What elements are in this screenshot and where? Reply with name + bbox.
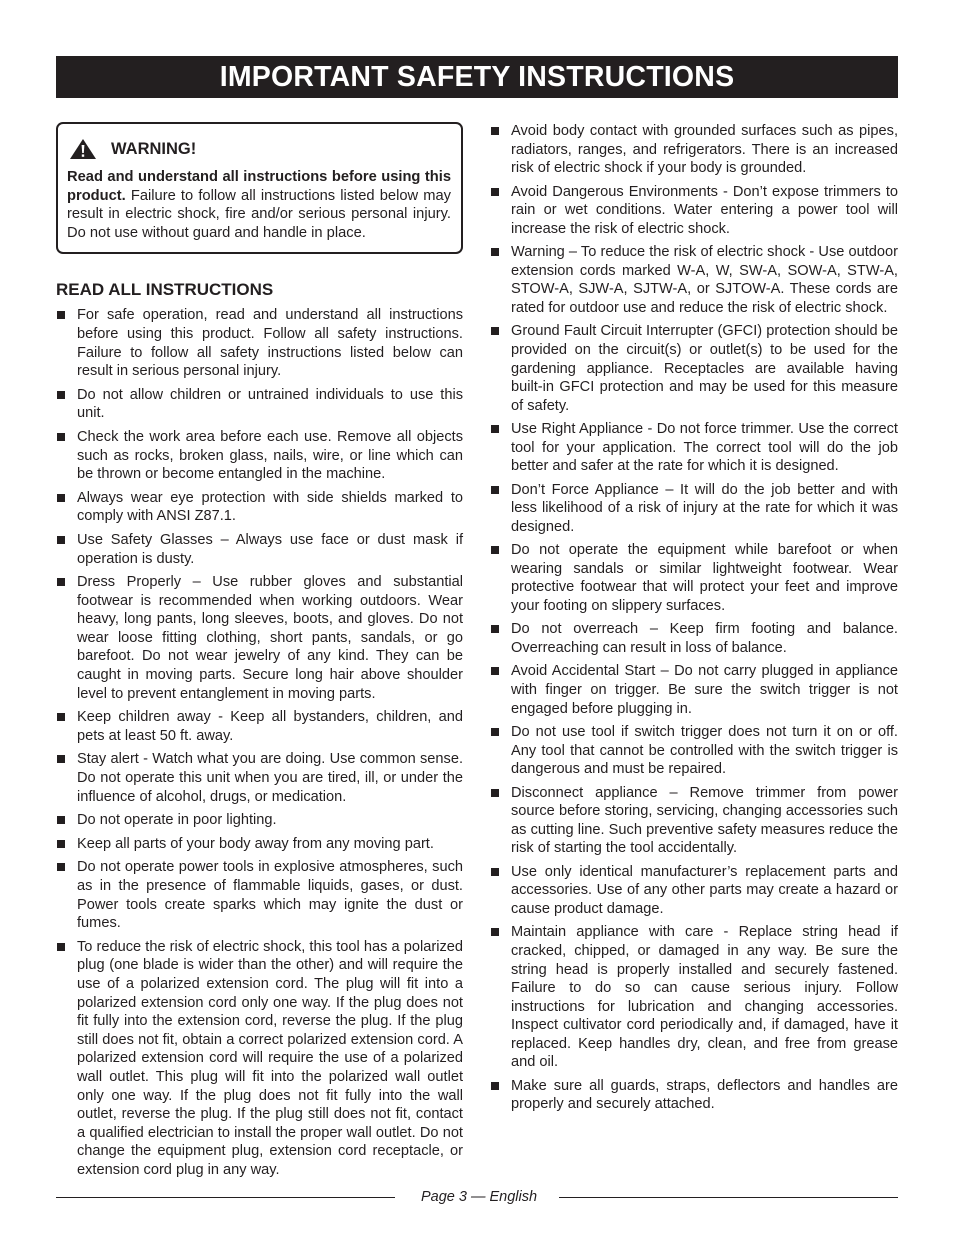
title-banner [56,56,898,98]
warning-text [67,168,451,242]
list-item: Use only identical manufacturer’s replacement parts and accessories. Use of any other parts may create a hazard or cause product damage. [490,863,898,919]
warning-box [56,122,463,254]
list-item: Ground Fault Circuit Interrupter (GFCI) protection should be provided on the circuit(s) or outlet(s) to be used for the gardening appliance. Receptacles are available having built-in GFCI protection and may be used for this measure of safety. [490,322,898,415]
read-all-heading: READ ALL INSTRUCTIONS [56,280,274,300]
list-item: Dress Properly – Use rubber gloves and substantial footwear is recommended when working outdoors. Wear heavy, long pants, long sleeves, boots, and gloves. Do not wear loose fitting clothing, short pants, sandals, or go barefoot. Do not wear jewelry of any kind. They can be caught in moving parts. Secure long hair above shoulder level to prevent entanglement in moving parts. [56,573,463,703]
warning-header [67,138,451,160]
warning-bold-text: Read and understand all instructions before using this product. [67,169,451,204]
list-item: Use Right Appliance - Do not force trimmer. Use the correct tool for your application. The correct tool will do the job better and safer at the rate for which it is designed. [490,420,898,476]
list-item: Do not operate power tools in explosive atmospheres, such as in the presence of flammable liquids, gases, or dust. Power tools create sparks which may ignite the dust or fumes. [56,858,463,932]
list-item: Do not operate in poor lighting. [56,811,463,830]
list-item: Make sure all guards, straps, deflectors and handles are properly and securely attached. [490,1077,898,1114]
list-item: Don’t Force Appliance – It will do the job better and with less likelihood of a risk of injury at the rate for which it was designed. [490,481,898,537]
page-title: IMPORTANT SAFETY INSTRUCTIONS [219,60,735,93]
list-item: Disconnect appliance – Remove trimmer from power source before storing, servicing, changing accessories such as cutting line. Such preventive safety measures reduce the risk of starting the tool accidentally. [490,784,898,858]
footer-rule-right [559,1197,898,1198]
list-item: Check the work area before each use. Remove all objects such as rocks, broken glass, nails, wire, or line which can be thrown or become entangled in the machine. [56,428,463,484]
list-item: Do not use tool if switch trigger does not turn it on or off. Any tool that cannot be controlled with the switch trigger is dangerous and must be repaired. [490,723,898,779]
list-item: Avoid body contact with grounded surfaces such as pipes, radiators, ranges, and refrigerators. There is an increased risk of electric shock if your body is grounded. [490,122,898,178]
list-item: Do not operate the equipment while barefoot or when wearing sandals or similar lightweight footwear. Wear protective footwear that will protect your feet and improve your footing on slippery surfaces. [490,541,898,615]
warning-title: WARNING! [111,139,197,158]
list-item: For safe operation, read and understand all instructions before using this product. Follow all safety instructions. Failure to follow all safety instructions listed below can result in serious personal injury. [56,306,463,380]
right-column [490,122,898,1119]
list-item: Warning – To reduce the risk of electric shock - Use outdoor extension cords marked W-A, W, SW-A, SOW-A, STW-A, STOW-A, SJW-A, SJTW-A, or SJTOW-A. These cords are rated for outdoor use and reduce the risk of electric shock. [490,243,898,317]
list-item: Use Safety Glasses – Always use face or dust mask if operation is dusty. [56,531,463,568]
left-column [56,122,463,1185]
list-item: To reduce the risk of electric shock, this tool has a polarized plug (one blade is wider than the other) and will require the use of a polarized extension cord. The plug will fit into a polarized extension cord only one way. If the plug does not fit fully into the extension cord, reverse the plug. If the plug still does not fit, obtain a correct polarized extension cord. A polarized extension cord will require the use of a polarized wall outlet. This plug will fit into the polarized wall outlet only one way. If the plug does not fit fully into the wall outlet, reverse the plug. If the plug still does not fit, contact a qualified electrician to install the proper wall outlet. Do not change the equipment plug, extension cord receptacle, or extension cord plug in any way. [56,938,463,1180]
list-item: Keep children away - Keep all bystanders, children, and pets at least 50 ft. away. [56,708,463,745]
list-item: Always wear eye protection with side shields marked to comply with ANSI Z87.1. [56,489,463,526]
warning-body-text: Failure to follow all instructions listed below may result in electric shock, fire and/or serious personal injury. Do not use without guard and handle in place. [67,187,451,241]
list-item: Do not allow children or untrained individuals to use this unit. [56,386,463,423]
list-item: Do not overreach – Keep firm footing and balance. Overreaching can result in loss of balance. [490,620,898,657]
list-item: Avoid Accidental Start – Do not carry plugged in appliance with finger on trigger. Be sure the switch trigger is not engaged before plugging in. [490,662,898,718]
right-list [490,122,898,1114]
list-item: Avoid Dangerous Environments - Don’t expose trimmers to rain or wet conditions. Water entering a power tool will increase the risk of electric shock. [490,183,898,239]
list-item: Keep all parts of your body away from any moving part. [56,835,463,854]
read-all-list [56,306,463,1179]
page-footer [56,1186,898,1208]
warning-triangle-icon [69,138,97,160]
footer-rule-left [56,1197,395,1198]
list-item: Stay alert - Watch what you are doing. Use common sense. Do not operate this unit when you are tired, ill, or under the influence of alcohol, drugs, or medication. [56,750,463,806]
list-item: Maintain appliance with care - Replace string head if cracked, chipped, or damaged in any way. Be sure the string head is properly installed and securely fastened. Failure to do so can cause serious injury. Follow instructions for lubrication and changing accessories. Inspect cultivator cord periodically and, if damaged, have it replaced. Keep handles dry, clean, and free from grease and oil. [490,923,898,1072]
page-number: Page 3 — English [420,1189,538,1205]
